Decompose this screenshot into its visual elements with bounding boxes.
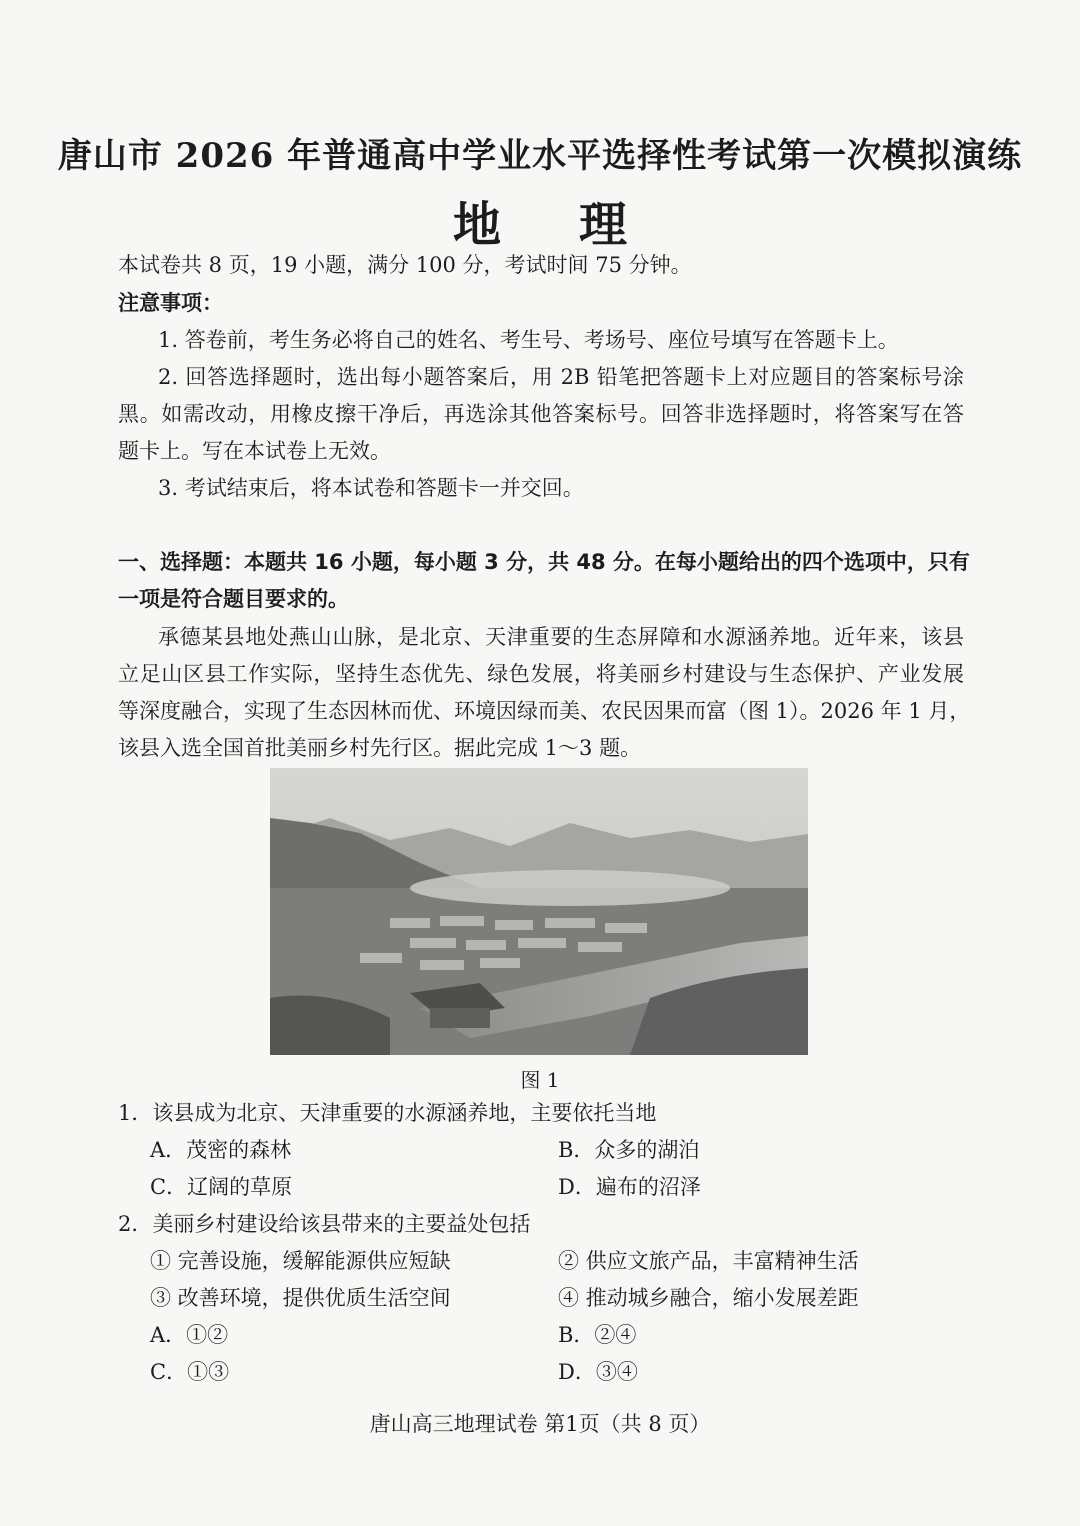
village-landscape-photo (270, 768, 808, 1055)
subject-title: 地理 (452, 197, 705, 253)
notice-item-1: 1. 答卷前，考生务必将自己的姓名、考生号、考场号、座位号填写在答题卡上。 (158, 328, 899, 352)
pavilion-bridge (430, 1008, 490, 1028)
question-2-option-c: C．①③ (150, 1360, 230, 1384)
passage-line-3: 等深度融合，实现了生态因林而优、环境因绿而美、农民因果而富（图 1）。2026 年 1 月， (118, 699, 971, 723)
question-2-option-d: D．③④ (558, 1360, 638, 1384)
notice-item-3: 3. 考试结束后，将本试卷和答题卡一并交回。 (158, 476, 584, 500)
section-heading-line-1: 一、选择题：本题共 16 小题，每小题 3 分，共 48 分。在每小题给出的四个选项中，只有 (118, 550, 970, 574)
mist (410, 870, 730, 906)
notice-heading: 注意事项： (118, 291, 223, 315)
question-2-stem: 2．美丽乡村建设给该县带来的主要益处包括 (118, 1212, 531, 1236)
section-heading-line-2: 一项是符合题目要求的。 (118, 587, 349, 611)
question-2-option-a: A．①② (150, 1323, 229, 1347)
question-1-option-b: B．众多的湖泊 (558, 1138, 700, 1162)
village-landscape-illustration (270, 768, 808, 1055)
figure-caption: 图 1 (520, 1068, 560, 1092)
question-2-statement-4: ④ 推动城乡融合，缩小发展差距 (558, 1286, 859, 1310)
notice-item-2-line-3: 题卡上。写在本试卷上无效。 (118, 439, 391, 463)
question-2-statement-2: ② 供应文旅产品，丰富精神生活 (558, 1249, 859, 1273)
exam-title: 唐山市 2026 年普通高中学业水平选择性考试第一次模拟演练 (57, 136, 1023, 176)
question-1-option-d: D．遍布的沼泽 (558, 1175, 701, 1199)
exam-intro: 本试卷共 8 页，19 小题，满分 100 分，考试时间 75 分钟。 (118, 253, 692, 277)
question-2-statement-1: ① 完善设施，缓解能源供应短缺 (150, 1249, 451, 1273)
question-1-option-c: C．辽阔的草原 (150, 1175, 293, 1199)
question-1-option-a: A．茂密的森林 (150, 1138, 292, 1162)
question-2-option-b: B．②④ (558, 1323, 637, 1347)
question-2-statement-3: ③ 改善环境，提供优质生活空间 (150, 1286, 451, 1310)
notice-item-2-line-1: 2. 回答选择题时，选出每小题答案后，用 2B 铅笔把答题卡上对应题目的答案标号涂 (158, 365, 964, 389)
passage-line-1: 承德某县地处燕山山脉，是北京、天津重要的生态屏障和水源涵养地。近年来，该县 (158, 625, 964, 649)
notice-item-2-line-2: 黑。如需改动，用橡皮擦干净后，再选涂其他答案标号。回答非选择题时，将答案写在答 (118, 402, 964, 426)
question-1-stem: 1．该县成为北京、天津重要的水源涵养地，主要依托当地 (118, 1101, 657, 1125)
page-footer: 唐山高三地理试卷 第1页（共 8 页） (369, 1412, 711, 1436)
passage-line-2: 立足山区县工作实际，坚持生态优先、绿色发展，将美丽乡村建设与生态保护、产业发展 (118, 662, 964, 686)
passage-line-4: 该县入选全国首批美丽乡村先行区。据此完成 1～3 题。 (118, 736, 642, 760)
